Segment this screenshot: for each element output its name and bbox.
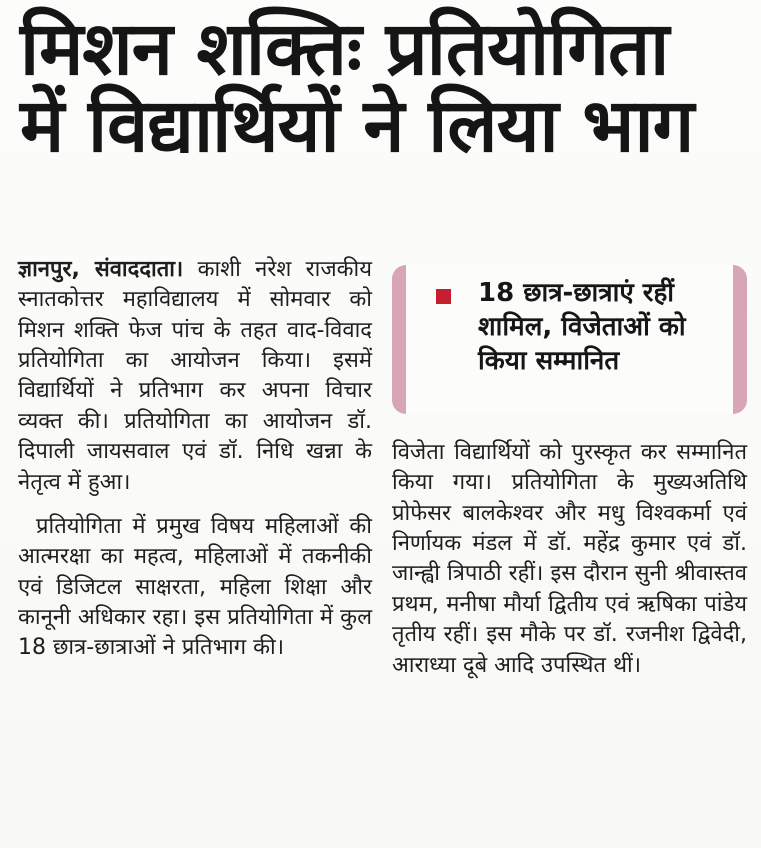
callout-text: 18 छात्र-छात्राएं रहीं शामिल, विजेताओं को किया सम्मानित: [478, 278, 686, 376]
right-column: [392, 265, 747, 681]
highlight-callout: [392, 265, 747, 414]
right-paragraph: विजेता विद्यार्थियों को पुरस्कृत कर सम्मानित किया गया। प्रतियोगिता के मुख्यअतिथि प्रोफेसर बालकेश्वर और मधु विश्वकर्मा एवं निर्णायक मंडल में डॉ. महेंद्र कुमार एवं डॉ. जान्ह्वी त्रिपाठी रहीं। इस दौरान सुनी श्रीवास्तव प्रथम, मनीषा मौर्या द्वितीय एवं ऋषिका पांडेय तृतीय रहीं। इस मौके पर डॉ. रजनीश द्विवेदी, आराध्या दूबे आदि उपस्थित थीं।: [392, 440, 747, 678]
headline-line-2: में विद्यार्थियों ने लिया भाग: [20, 83, 694, 170]
left-column: [18, 255, 372, 664]
headline-line-1: मिशन शक्तिः प्रतियोगिता: [20, 6, 669, 92]
headline: [20, 6, 741, 170]
left-paragraph-1-body: काशी नरेश राजकीय स्नातकोत्तर महाविद्यालय में सोमवार को मिशन शक्ति फेज पांच के तहत वाद-विवाद प्रतियोगिता का आयोजन किया। इसमें विद्यार्थियों ने प्रतिभाग कर अपना विचार व्यक्त की। प्रतियोगिता का आयोजन डॉ. दिपाली जायसवाल एवं डॉ. निधि खन्ना के नेतृत्व में हुआ।: [18, 257, 372, 495]
square-bullet-icon: [436, 289, 451, 304]
right-body-text: [392, 438, 747, 681]
left-paragraph-2: प्रतियोगिता में प्रमुख विषय महिलाओं की आत्मरक्षा का महत्व, महिलाओं में तकनीकी एवं डिजिटल साक्षरता, महिला शिक्षा और कानूनी अधिकार रहा। इस प्रतियोगिता में कुल 18 छात्र-छात्राओं ने प्रतिभाग की।: [18, 513, 372, 661]
left-paragraph-1: [18, 255, 372, 498]
dateline: ज्ञानपुर, संवाददाता।: [18, 257, 184, 282]
